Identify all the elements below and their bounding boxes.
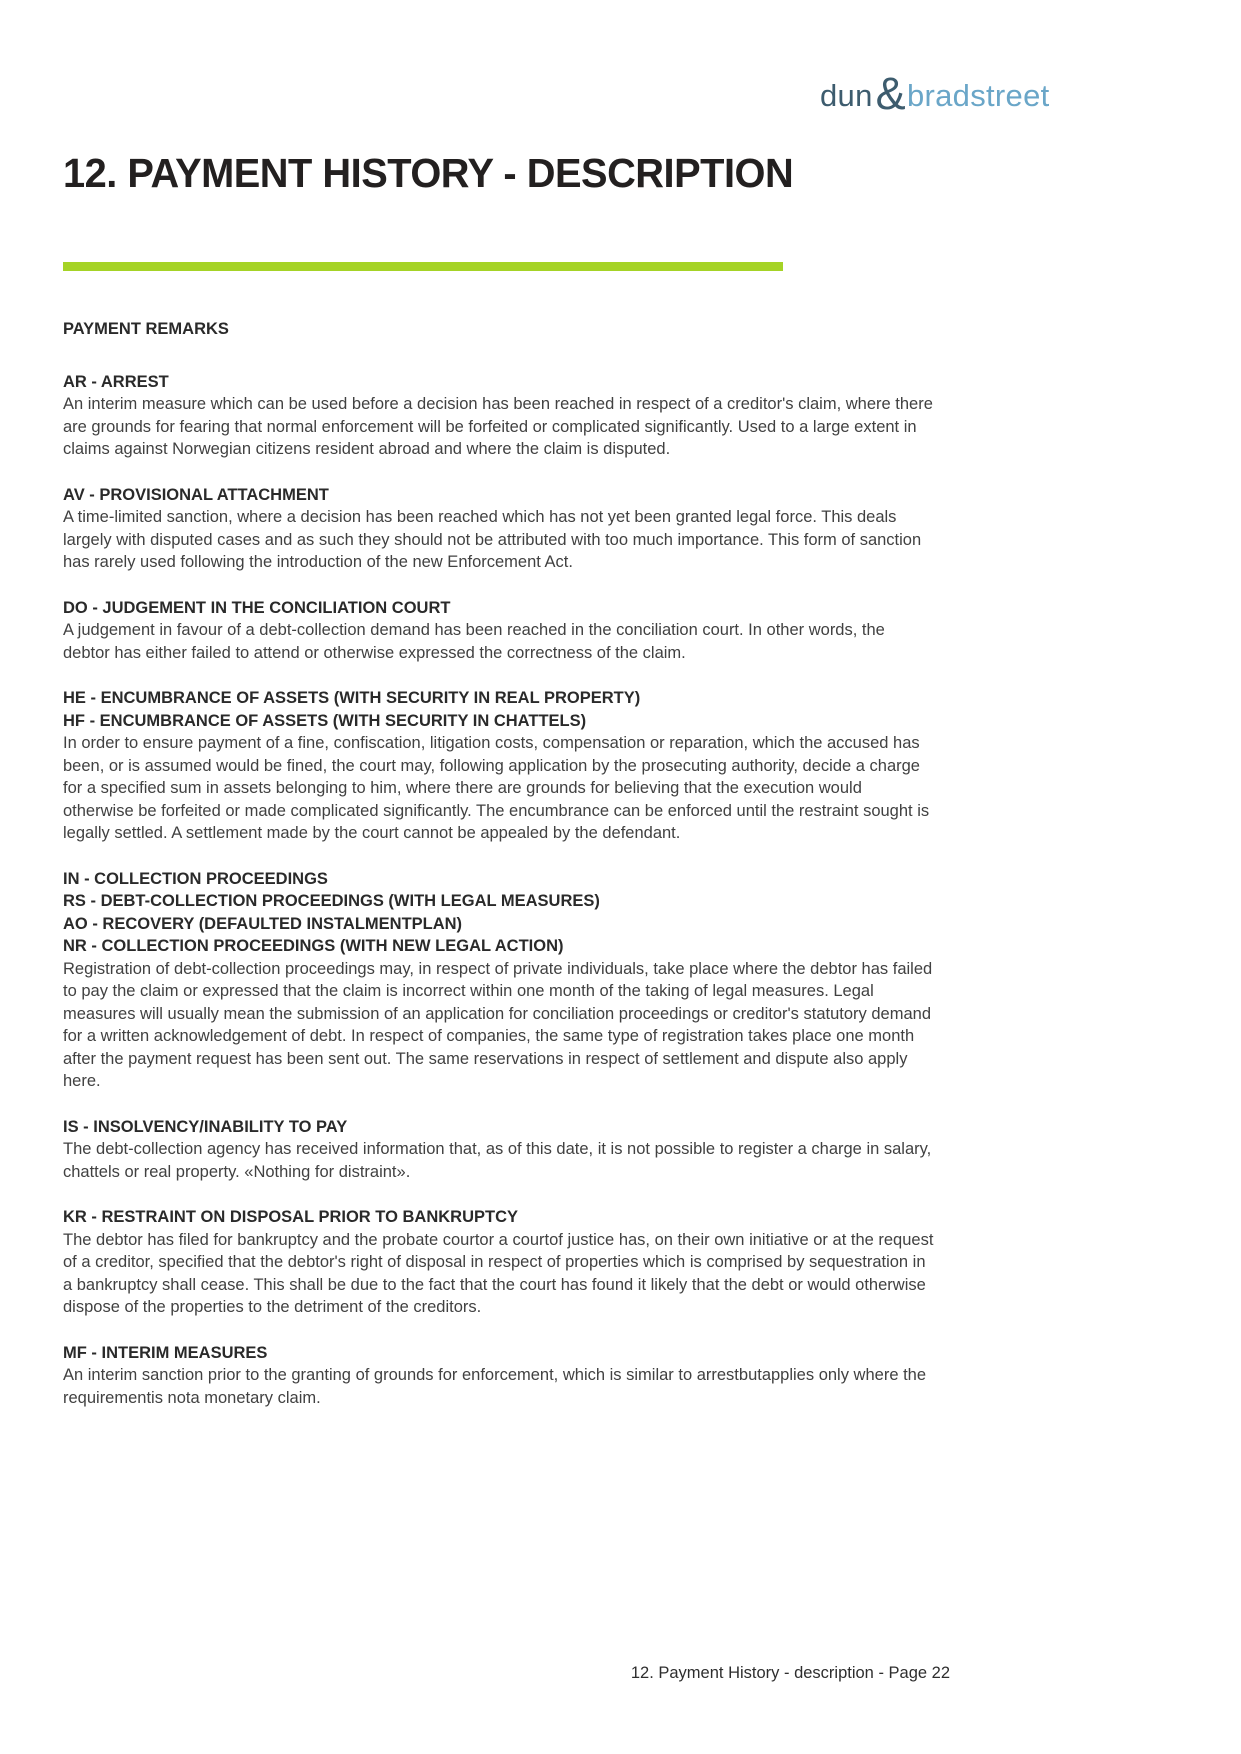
section-heading: KR - RESTRAINT ON DISPOSAL PRIOR TO BANKRUPTCY <box>63 1208 518 1226</box>
logo-ampersand-icon: & <box>875 68 906 119</box>
section-body-text: The debt-collection agency has received information that, as of this date, it is not possible to register a charge in salary, chattels or real property. «Nothing for distraint». <box>63 1140 932 1181</box>
remark-section <box>63 868 935 1093</box>
dnb-logo <box>820 68 1050 119</box>
section-heading: AV - PROVISIONAL ATTACHMENT <box>63 485 329 504</box>
section-headings <box>63 687 935 732</box>
payment-remarks-heading: PAYMENT REMARKS <box>63 320 229 338</box>
title-accent-rule <box>63 262 783 271</box>
section-body-text: In order to ensure payment of a fine, confiscation, litigation costs, compensation or reparation, which the accused has been, or is assumed would be fined, the court may, following application by the prosecuting authority, decide a charge for a specified sum in assets belonging to him, where there are grounds for believing that the execution would otherwise be forfeited or made complicated significantly. The encumbrance can be enforced until the restraint sought is legally settled. A settlement made by the court cannot be appealed by the defendant. <box>63 734 930 842</box>
remark-section <box>63 484 935 574</box>
section-heading: AO - RECOVERY (DEFAULTED INSTALMENTPLAN) <box>63 914 463 933</box>
logo-text-bradstreet: bradstreet <box>906 78 1050 113</box>
section-body-text: Registration of debt-collection proceedings may, in respect of private individuals, take place where the debtor has failed to pay the claim or expressed that the claim is incorrect within one month of the taking of legal measures. Legal measures will usually mean the submission of an application for conciliation proceedings or creditor's statutory demand for a written acknowledgement of debt. In respect of companies, the same type of registration takes place one month after the payment request has been sent out. The same reservations in respect of settlement and dispute also apply here. <box>63 959 933 1090</box>
section-heading: HF - ENCUMBRANCE OF ASSETS (WITH SECURITY IN CHATTELS) <box>63 711 587 730</box>
section-heading: AR - ARREST <box>63 372 169 391</box>
section-headings <box>63 371 935 394</box>
remark-section <box>63 1206 935 1319</box>
section-headings <box>63 484 935 507</box>
section-body-text: An interim measure which can be used before a decision has been reached in respect of a creditor's claim, where there are grounds for fearing that normal enforcement will be forfeited or complicated significantly. Used to a large extent in claims against Norwegian citizens resident abroad and where the claim is disputed. <box>63 395 933 458</box>
logo-text-dun: dun <box>820 78 873 113</box>
section-body-text: A time-limited sanction, where a decision has been reached which has not yet been granted legal force. This deals largely with disputed cases and as such they should not be attributed with too much importance. This form of sanction has rarely used following the introduction of the new Enforcement Act. <box>63 508 922 571</box>
remark-section <box>63 1116 935 1184</box>
section-heading: HE - ENCUMBRANCE OF ASSETS (WITH SECURITY IN REAL PROPERTY) <box>63 689 641 707</box>
page-title: 12. PAYMENT HISTORY - DESCRIPTION <box>63 150 794 196</box>
section-body-text: An interim sanction prior to the granting of grounds for enforcement, which is similar to arrestbutapplies only where the requirementis nota monetary claim. <box>63 1366 927 1407</box>
section-headings <box>63 1116 935 1139</box>
page-footer-text: 12. Payment History - description - Page 22 <box>630 1664 950 1682</box>
remark-section <box>63 597 935 665</box>
content-column <box>63 318 935 1432</box>
section-heading: MF - INTERIM MEASURES <box>63 1343 268 1362</box>
section-heading: NR - COLLECTION PROCEEDINGS (WITH NEW LEGAL ACTION) <box>63 937 564 955</box>
section-heading: DO - JUDGEMENT IN THE CONCILIATION COURT <box>63 598 451 617</box>
remark-section <box>63 1342 935 1410</box>
section-headings <box>63 597 935 620</box>
section-heading: RS - DEBT-COLLECTION PROCEEDINGS (WITH LEGAL MEASURES) <box>63 892 600 910</box>
section-headings <box>63 868 935 958</box>
section-headings <box>63 1342 935 1365</box>
section-body-text: A judgement in favour of a debt-collection demand has been reached in the conciliation court. In other words, the debtor has either failed to attend or otherwise expressed the correctness of the claim. <box>63 621 885 662</box>
section-heading: IS - INSOLVENCY/INABILITY TO PAY <box>63 1117 348 1136</box>
remark-sections <box>63 371 935 1410</box>
remark-section <box>63 687 935 845</box>
remark-section <box>63 371 935 461</box>
section-body-text: The debtor has filed for bankruptcy and the probate courtor a courtof justice has, on their own initiative or at the request of a creditor, specified that the debtor's right of disposal in respect of properties which is comprised by sequestration in a bankruptcy shall cease. This shall be due to the fact that the court has found it likely that the debt or would otherwise dispose of the properties to the detriment of the creditors. <box>63 1230 934 1316</box>
section-heading: IN - COLLECTION PROCEEDINGS <box>63 869 328 888</box>
section-headings <box>63 1206 935 1229</box>
